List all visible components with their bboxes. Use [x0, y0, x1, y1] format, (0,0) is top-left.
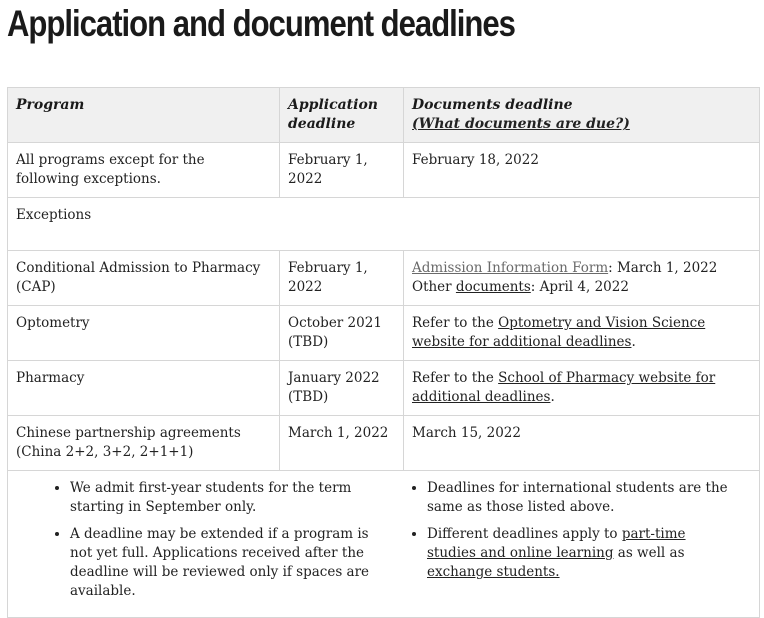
documents-deadline-cell: [404, 306, 760, 361]
exchange-students-link[interactable]: exchange students.: [427, 564, 560, 580]
admission-information-form-link[interactable]: Admission Information Form: [412, 260, 609, 276]
header-documents-deadline: [404, 88, 760, 143]
program-cell: Optometry: [8, 306, 280, 361]
note-item: • Deadlines for international students are the same as those listed above.: [427, 479, 728, 517]
note-text: Different deadlines apply to: [427, 526, 622, 542]
table-row: [8, 251, 760, 306]
deadlines-table: [7, 87, 760, 618]
notes-right-column: [398, 479, 728, 609]
table-row: [8, 143, 760, 198]
refer-to-text: Refer to the: [412, 315, 499, 331]
application-deadline-cell: February 1, 2022: [280, 251, 404, 306]
refer-to-text: Refer to the: [412, 370, 499, 386]
documents-deadline-cell: February 18, 2022: [404, 143, 760, 198]
application-deadline-cell: October 2021 (TBD): [280, 306, 404, 361]
notes-row: [8, 471, 760, 618]
application-deadline-cell: March 1, 2022: [280, 416, 404, 471]
header-documents-label: Documents deadline: [412, 97, 573, 113]
application-deadline-cell: February 1, 2022: [280, 143, 404, 198]
header-application-line1: Application: [288, 97, 378, 113]
part-time-online-learning-link[interactable]: part-time studies and online learning: [427, 526, 686, 561]
documents-deadline-cell: March 15, 2022: [404, 416, 760, 471]
note-item: • We admit first-year students for the term starting in September only.: [70, 479, 388, 517]
cap-other-label: Other: [412, 279, 456, 295]
notes-left-column: [16, 479, 398, 609]
period: .: [631, 334, 636, 350]
header-program: Program: [8, 88, 280, 143]
application-deadline-cell: January 2022 (TBD): [280, 361, 404, 416]
exceptions-label: Exceptions: [8, 198, 760, 251]
period: .: [550, 389, 555, 405]
note-item: • A deadline may be extended if a program is not yet full. Applications received after the deadline will be reviewed only if spaces are available.: [70, 525, 388, 601]
note-item: [427, 525, 728, 582]
program-cell: Chinese partnership agreements (China 2+2, 3+2, 2+1+1): [8, 416, 280, 471]
pharmacy-website-link[interactable]: School of Pharmacy website for additional deadlines: [412, 370, 716, 405]
program-cell: All programs except for the following exceptions.: [8, 143, 280, 198]
program-cell: Conditional Admission to Pharmacy (CAP): [8, 251, 280, 306]
cap-documents-deadline: : April 4, 2022: [530, 279, 629, 295]
page-title: Application and document deadlines: [7, 3, 515, 44]
table-row: [8, 306, 760, 361]
notes-cell: [8, 471, 760, 618]
notes: [16, 479, 751, 609]
header-application-deadline: [280, 88, 404, 143]
documents-deadline-cell: [404, 361, 760, 416]
table-row-exceptions: [8, 198, 760, 251]
table-header-row: [8, 88, 760, 143]
table-row: [8, 416, 760, 471]
program-cell: Pharmacy: [8, 361, 280, 416]
table-row: [8, 361, 760, 416]
notes-right-list: [398, 479, 728, 582]
what-documents-due-link[interactable]: (What documents are due?): [412, 116, 630, 132]
note-text: as well as: [613, 545, 685, 561]
documents-link[interactable]: documents: [455, 279, 531, 295]
notes-left-list: [16, 479, 398, 601]
optometry-website-link[interactable]: Optometry and Vision Science website for additional deadlines: [412, 315, 706, 350]
cap-form-deadline: : March 1, 2022: [608, 260, 718, 276]
documents-deadline-cell: [404, 251, 760, 306]
header-application-line2: deadline: [288, 116, 356, 132]
